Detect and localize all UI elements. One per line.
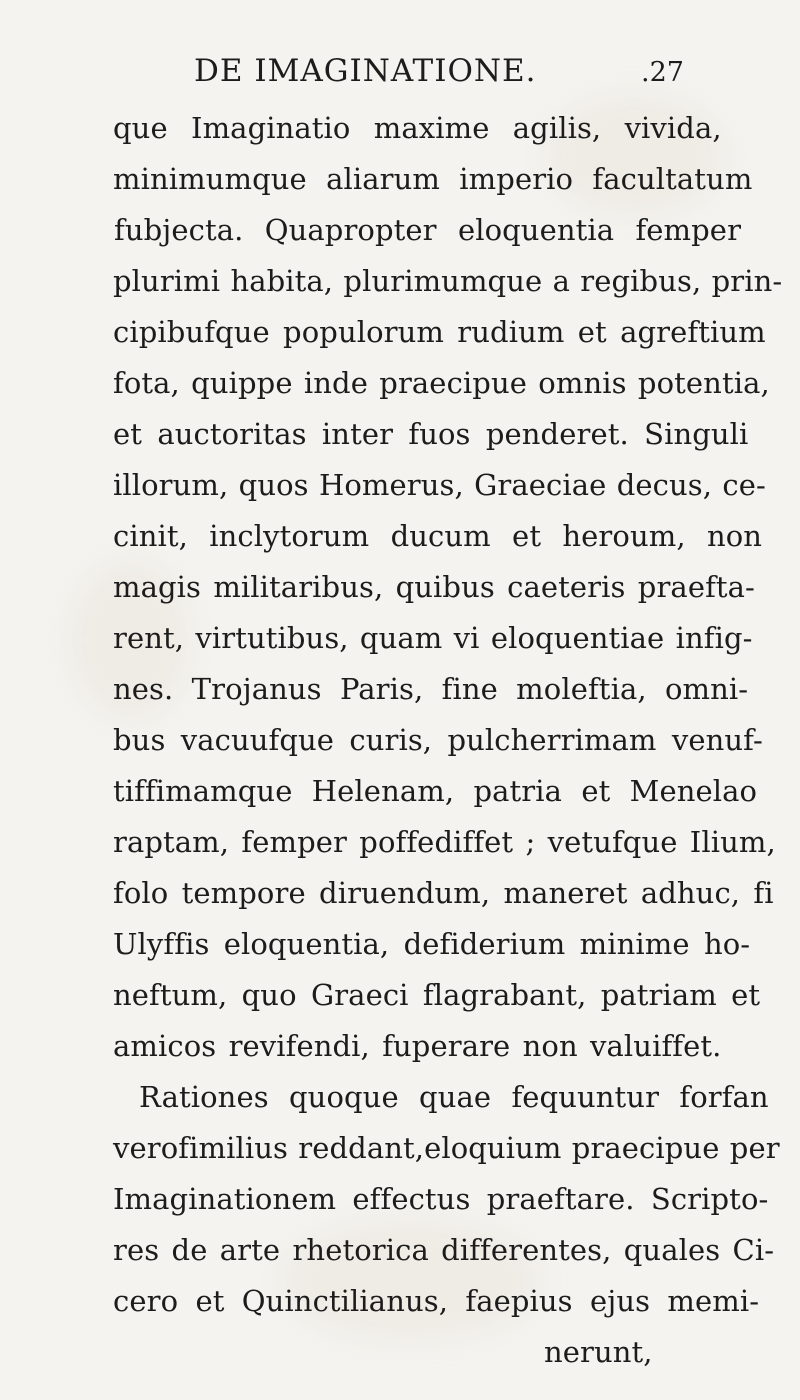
text-line: tiffimamque Helenam, patria et Menelao [113, 774, 758, 808]
text-line: fota, quippe inde praecipue omnis potentia, [113, 366, 770, 400]
text-line: folo tempore diruendum, maneret adhuc, fi [113, 876, 774, 910]
text-line: Ulyffis eloquentia, defiderium minime ho- [113, 927, 751, 961]
text-line: rent, virtutibus, quam vi eloquentiae infig- [113, 621, 753, 655]
text-line: nerunt, [544, 1335, 653, 1369]
text-line: que Imaginatio maxime agilis, vivida, [113, 111, 722, 145]
text-line: cipibufque populorum rudium et agreftium [113, 315, 766, 349]
text-line: cinit, inclytorum ducum et heroum, non [113, 519, 763, 553]
text-line: plurimi habita, plurimumque a regibus, prin- [113, 264, 783, 298]
text-line: fubjecta. Quapropter eloquentia femper [114, 213, 742, 247]
text-line: et auctoritas inter fuos penderet. Singuli [113, 417, 749, 451]
running-head: DE IMAGINATIONE. [194, 53, 537, 89]
text-line: bus vacuufque curis, pulcherrimam venuf- [113, 723, 763, 757]
text-line: neftum, quo Graeci flagrabant, patriam et [113, 978, 761, 1012]
text-line: Rationes quoque quae fequuntur forfan [139, 1080, 769, 1114]
text-line: raptam, femper poffediffet ; vetufque Ilium, [113, 825, 776, 859]
text-line: amicos revifendi, fuperare non valuiffet. [113, 1029, 722, 1063]
text-line: illorum, quos Homerus, Graeciae decus, ce- [113, 468, 766, 502]
text-line: nes. Trojanus Paris, fine moleftia, omni- [113, 672, 749, 706]
text-line: minimumque aliarum imperio facultatum [113, 162, 753, 196]
text-line: magis militaribus, quibus caeteris praefta- [113, 570, 755, 604]
page-number: .27 [641, 57, 684, 88]
text-line: Imaginationem effectus praeftare. Scripto- [113, 1182, 769, 1216]
body-text [0, 106, 800, 1376]
text-line: cero et Quinctilianus, faepius ejus memi- [113, 1284, 760, 1318]
page-header [0, 53, 800, 100]
text-line: res de arte rhetorica differentes, quales Ci- [113, 1233, 775, 1267]
text-line: verofimilius reddant,eloquium praecipue per [113, 1131, 780, 1165]
